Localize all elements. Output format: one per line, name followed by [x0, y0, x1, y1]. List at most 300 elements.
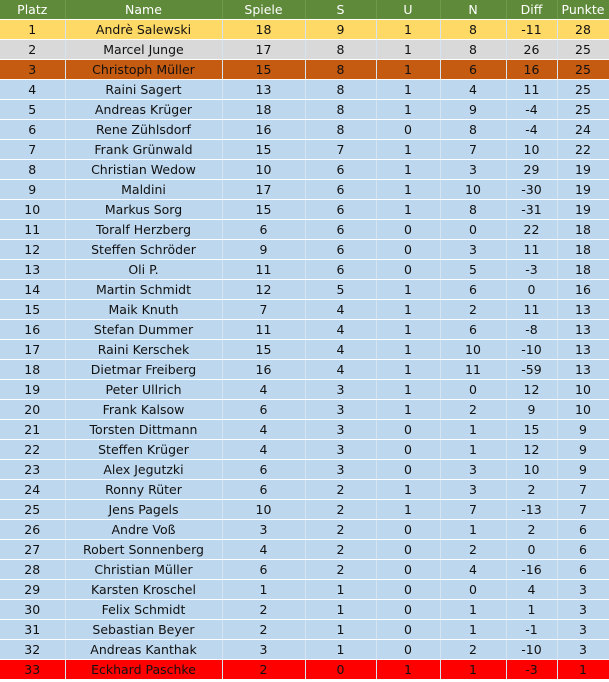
- cell-spiele: 2: [222, 660, 305, 680]
- cell-diff: 16: [506, 60, 557, 80]
- cell-platz: 31: [0, 620, 65, 640]
- cell-n: 0: [440, 220, 506, 240]
- cell-u: 0: [376, 620, 440, 640]
- header-platz: Platz: [0, 0, 65, 20]
- cell-diff: 29: [506, 160, 557, 180]
- cell-n: 6: [440, 280, 506, 300]
- cell-spiele: 11: [222, 320, 305, 340]
- cell-platz: 2: [0, 40, 65, 60]
- cell-n: 5: [440, 260, 506, 280]
- cell-punkte: 28: [557, 20, 609, 40]
- cell-u: 1: [376, 140, 440, 160]
- header-punkte: Punkte: [557, 0, 609, 20]
- header-diff: Diff: [506, 0, 557, 20]
- cell-spiele: 18: [222, 100, 305, 120]
- cell-diff: 1: [506, 600, 557, 620]
- cell-punkte: 7: [557, 500, 609, 520]
- cell-punkte: 25: [557, 40, 609, 60]
- cell-n: 2: [440, 400, 506, 420]
- cell-punkte: 1: [557, 660, 609, 680]
- cell-s: 2: [305, 500, 376, 520]
- cell-punkte: 19: [557, 200, 609, 220]
- cell-platz: 15: [0, 300, 65, 320]
- cell-n: 1: [440, 520, 506, 540]
- cell-n: 1: [440, 440, 506, 460]
- cell-spiele: 4: [222, 420, 305, 440]
- cell-punkte: 18: [557, 220, 609, 240]
- cell-platz: 17: [0, 340, 65, 360]
- cell-spiele: 18: [222, 20, 305, 40]
- cell-u: 1: [376, 320, 440, 340]
- cell-platz: 20: [0, 400, 65, 420]
- cell-platz: 1: [0, 20, 65, 40]
- cell-spiele: 1: [222, 580, 305, 600]
- cell-n: 3: [440, 480, 506, 500]
- cell-punkte: 6: [557, 540, 609, 560]
- cell-u: 1: [376, 60, 440, 80]
- cell-s: 6: [305, 220, 376, 240]
- table-row: [0, 320, 609, 340]
- cell-diff: 0: [506, 540, 557, 560]
- table-row: [0, 420, 609, 440]
- cell-platz: 11: [0, 220, 65, 240]
- table-row: [0, 340, 609, 360]
- cell-u: 1: [376, 80, 440, 100]
- cell-spiele: 6: [222, 560, 305, 580]
- cell-punkte: 16: [557, 280, 609, 300]
- cell-diff: 12: [506, 380, 557, 400]
- table-row: [0, 660, 609, 680]
- cell-name: Andreas Kanthak: [65, 640, 222, 660]
- cell-n: 3: [440, 240, 506, 260]
- cell-spiele: 2: [222, 600, 305, 620]
- cell-s: 7: [305, 140, 376, 160]
- cell-n: 8: [440, 40, 506, 60]
- cell-platz: 19: [0, 380, 65, 400]
- cell-n: 0: [440, 580, 506, 600]
- cell-n: 1: [440, 600, 506, 620]
- cell-name: Sebastian Beyer: [65, 620, 222, 640]
- cell-s: 3: [305, 420, 376, 440]
- cell-u: 1: [376, 20, 440, 40]
- cell-name: Christoph Müller: [65, 60, 222, 80]
- cell-s: 3: [305, 460, 376, 480]
- cell-platz: 29: [0, 580, 65, 600]
- cell-n: 8: [440, 200, 506, 220]
- cell-s: 2: [305, 520, 376, 540]
- cell-s: 2: [305, 540, 376, 560]
- cell-s: 8: [305, 100, 376, 120]
- cell-name: Markus Sorg: [65, 200, 222, 220]
- cell-diff: 12: [506, 440, 557, 460]
- table-row: [0, 180, 609, 200]
- cell-name: Alex Jegutzki: [65, 460, 222, 480]
- table-body: [0, 20, 609, 680]
- cell-name: Raini Kerschek: [65, 340, 222, 360]
- cell-diff: 11: [506, 80, 557, 100]
- cell-platz: 10: [0, 200, 65, 220]
- cell-s: 9: [305, 20, 376, 40]
- cell-punkte: 18: [557, 240, 609, 260]
- cell-platz: 28: [0, 560, 65, 580]
- cell-platz: 22: [0, 440, 65, 460]
- cell-diff: -10: [506, 340, 557, 360]
- cell-platz: 32: [0, 640, 65, 660]
- cell-s: 8: [305, 120, 376, 140]
- cell-platz: 5: [0, 100, 65, 120]
- cell-diff: -30: [506, 180, 557, 200]
- cell-name: Frank Grünwald: [65, 140, 222, 160]
- table-row: [0, 360, 609, 380]
- cell-diff: 15: [506, 420, 557, 440]
- cell-n: 10: [440, 180, 506, 200]
- cell-diff: 26: [506, 40, 557, 60]
- cell-spiele: 6: [222, 220, 305, 240]
- cell-diff: 9: [506, 400, 557, 420]
- cell-s: 3: [305, 400, 376, 420]
- cell-s: 6: [305, 240, 376, 260]
- table-row: [0, 640, 609, 660]
- cell-punkte: 9: [557, 440, 609, 460]
- cell-name: Maik Knuth: [65, 300, 222, 320]
- cell-punkte: 7: [557, 480, 609, 500]
- cell-platz: 9: [0, 180, 65, 200]
- cell-platz: 3: [0, 60, 65, 80]
- table-row: [0, 620, 609, 640]
- cell-punkte: 19: [557, 180, 609, 200]
- cell-name: Frank Kalsow: [65, 400, 222, 420]
- cell-diff: 2: [506, 520, 557, 540]
- cell-spiele: 6: [222, 460, 305, 480]
- cell-diff: 10: [506, 460, 557, 480]
- cell-platz: 14: [0, 280, 65, 300]
- cell-platz: 12: [0, 240, 65, 260]
- cell-spiele: 15: [222, 60, 305, 80]
- cell-name: Robert Sonnenberg: [65, 540, 222, 560]
- cell-name: Steffen Schröder: [65, 240, 222, 260]
- cell-spiele: 12: [222, 280, 305, 300]
- cell-n: 10: [440, 340, 506, 360]
- cell-u: 1: [376, 660, 440, 680]
- cell-n: 4: [440, 560, 506, 580]
- cell-u: 0: [376, 260, 440, 280]
- table-row: [0, 480, 609, 500]
- cell-u: 0: [376, 220, 440, 240]
- table-header: [0, 0, 609, 20]
- cell-u: 1: [376, 160, 440, 180]
- cell-u: 1: [376, 300, 440, 320]
- table-row: [0, 300, 609, 320]
- cell-punkte: 25: [557, 60, 609, 80]
- cell-diff: 11: [506, 300, 557, 320]
- cell-u: 1: [376, 340, 440, 360]
- cell-s: 3: [305, 440, 376, 460]
- cell-s: 4: [305, 320, 376, 340]
- cell-u: 0: [376, 640, 440, 660]
- cell-diff: 2: [506, 480, 557, 500]
- cell-diff: -4: [506, 120, 557, 140]
- table-row: [0, 60, 609, 80]
- cell-s: 4: [305, 340, 376, 360]
- cell-u: 1: [376, 380, 440, 400]
- cell-diff: -13: [506, 500, 557, 520]
- cell-n: 0: [440, 380, 506, 400]
- cell-s: 3: [305, 380, 376, 400]
- table-row: [0, 600, 609, 620]
- cell-spiele: 15: [222, 340, 305, 360]
- cell-spiele: 15: [222, 140, 305, 160]
- cell-name: Ronny Rüter: [65, 480, 222, 500]
- cell-punkte: 6: [557, 520, 609, 540]
- cell-n: 3: [440, 160, 506, 180]
- cell-n: 8: [440, 120, 506, 140]
- cell-n: 1: [440, 660, 506, 680]
- cell-diff: -3: [506, 260, 557, 280]
- cell-u: 0: [376, 420, 440, 440]
- cell-spiele: 7: [222, 300, 305, 320]
- cell-punkte: 24: [557, 120, 609, 140]
- cell-n: 2: [440, 300, 506, 320]
- cell-n: 3: [440, 460, 506, 480]
- table-row: [0, 200, 609, 220]
- cell-diff: 22: [506, 220, 557, 240]
- cell-name: Eckhard Paschke: [65, 660, 222, 680]
- cell-name: Andreas Krüger: [65, 100, 222, 120]
- cell-name: Dietmar Freiberg: [65, 360, 222, 380]
- cell-name: Andre Voß: [65, 520, 222, 540]
- cell-name: Steffen Krüger: [65, 440, 222, 460]
- cell-platz: 18: [0, 360, 65, 380]
- table-row: [0, 580, 609, 600]
- table-row: [0, 400, 609, 420]
- cell-name: Raini Sagert: [65, 80, 222, 100]
- cell-spiele: 2: [222, 620, 305, 640]
- cell-punkte: 3: [557, 620, 609, 640]
- cell-name: Peter Ullrich: [65, 380, 222, 400]
- cell-s: 6: [305, 260, 376, 280]
- cell-punkte: 6: [557, 560, 609, 580]
- table-row: [0, 260, 609, 280]
- cell-punkte: 3: [557, 600, 609, 620]
- cell-u: 1: [376, 480, 440, 500]
- cell-n: 2: [440, 640, 506, 660]
- cell-s: 1: [305, 580, 376, 600]
- cell-platz: 33: [0, 660, 65, 680]
- cell-n: 1: [440, 420, 506, 440]
- header-u: U: [376, 0, 440, 20]
- cell-u: 0: [376, 580, 440, 600]
- table-row: [0, 80, 609, 100]
- cell-u: 0: [376, 600, 440, 620]
- cell-punkte: 22: [557, 140, 609, 160]
- cell-u: 1: [376, 400, 440, 420]
- cell-spiele: 9: [222, 240, 305, 260]
- table-row: [0, 520, 609, 540]
- cell-u: 1: [376, 200, 440, 220]
- header-row: [0, 0, 609, 20]
- cell-name: Oli P.: [65, 260, 222, 280]
- cell-diff: -59: [506, 360, 557, 380]
- cell-platz: 6: [0, 120, 65, 140]
- table-row: [0, 140, 609, 160]
- cell-s: 0: [305, 660, 376, 680]
- cell-name: Maldini: [65, 180, 222, 200]
- cell-s: 6: [305, 160, 376, 180]
- cell-punkte: 19: [557, 160, 609, 180]
- cell-platz: 8: [0, 160, 65, 180]
- cell-diff: 10: [506, 140, 557, 160]
- cell-u: 1: [376, 360, 440, 380]
- cell-u: 1: [376, 500, 440, 520]
- cell-spiele: 16: [222, 360, 305, 380]
- cell-name: Andrè Salewski: [65, 20, 222, 40]
- cell-spiele: 15: [222, 200, 305, 220]
- cell-spiele: 4: [222, 380, 305, 400]
- cell-s: 6: [305, 180, 376, 200]
- cell-u: 1: [376, 280, 440, 300]
- cell-s: 2: [305, 560, 376, 580]
- cell-spiele: 3: [222, 520, 305, 540]
- cell-platz: 13: [0, 260, 65, 280]
- table-row: [0, 500, 609, 520]
- header-name: Name: [65, 0, 222, 20]
- cell-spiele: 16: [222, 120, 305, 140]
- cell-s: 2: [305, 480, 376, 500]
- table-row: [0, 440, 609, 460]
- cell-n: 9: [440, 100, 506, 120]
- cell-platz: 26: [0, 520, 65, 540]
- cell-s: 1: [305, 640, 376, 660]
- cell-name: Martin Schmidt: [65, 280, 222, 300]
- cell-spiele: 10: [222, 160, 305, 180]
- cell-platz: 27: [0, 540, 65, 560]
- cell-u: 0: [376, 460, 440, 480]
- cell-platz: 24: [0, 480, 65, 500]
- cell-u: 1: [376, 100, 440, 120]
- cell-u: 0: [376, 120, 440, 140]
- cell-s: 4: [305, 360, 376, 380]
- cell-s: 8: [305, 80, 376, 100]
- cell-platz: 23: [0, 460, 65, 480]
- cell-punkte: 25: [557, 80, 609, 100]
- cell-punkte: 9: [557, 460, 609, 480]
- cell-u: 0: [376, 440, 440, 460]
- cell-platz: 7: [0, 140, 65, 160]
- cell-n: 11: [440, 360, 506, 380]
- cell-platz: 4: [0, 80, 65, 100]
- table-row: [0, 20, 609, 40]
- cell-n: 7: [440, 500, 506, 520]
- table-row: [0, 240, 609, 260]
- table-row: [0, 160, 609, 180]
- cell-diff: -1: [506, 620, 557, 640]
- cell-spiele: 4: [222, 440, 305, 460]
- table-row: [0, 460, 609, 480]
- cell-punkte: 3: [557, 640, 609, 660]
- cell-name: Torsten Dittmann: [65, 420, 222, 440]
- table-row: [0, 540, 609, 560]
- cell-u: 0: [376, 520, 440, 540]
- table-row: [0, 120, 609, 140]
- cell-name: Jens Pagels: [65, 500, 222, 520]
- cell-spiele: 17: [222, 40, 305, 60]
- cell-platz: 30: [0, 600, 65, 620]
- cell-n: 6: [440, 320, 506, 340]
- cell-diff: 0: [506, 280, 557, 300]
- cell-punkte: 9: [557, 420, 609, 440]
- cell-punkte: 25: [557, 100, 609, 120]
- cell-s: 8: [305, 60, 376, 80]
- header-n: N: [440, 0, 506, 20]
- cell-n: 1: [440, 620, 506, 640]
- cell-spiele: 4: [222, 540, 305, 560]
- cell-name: Christian Wedow: [65, 160, 222, 180]
- cell-n: 7: [440, 140, 506, 160]
- cell-s: 6: [305, 200, 376, 220]
- cell-name: Karsten Kroschel: [65, 580, 222, 600]
- cell-punkte: 13: [557, 320, 609, 340]
- cell-diff: -11: [506, 20, 557, 40]
- cell-s: 8: [305, 40, 376, 60]
- cell-spiele: 6: [222, 400, 305, 420]
- header-spiele: Spiele: [222, 0, 305, 20]
- table-row: [0, 220, 609, 240]
- cell-punkte: 13: [557, 360, 609, 380]
- cell-diff: -8: [506, 320, 557, 340]
- cell-spiele: 13: [222, 80, 305, 100]
- header-s: S: [305, 0, 376, 20]
- cell-punkte: 3: [557, 580, 609, 600]
- cell-diff: 4: [506, 580, 557, 600]
- table-row: [0, 280, 609, 300]
- cell-spiele: 3: [222, 640, 305, 660]
- cell-diff: -4: [506, 100, 557, 120]
- cell-u: 1: [376, 40, 440, 60]
- cell-u: 0: [376, 240, 440, 260]
- table-row: [0, 100, 609, 120]
- cell-u: 0: [376, 540, 440, 560]
- cell-name: Toralf Herzberg: [65, 220, 222, 240]
- cell-name: Marcel Junge: [65, 40, 222, 60]
- cell-n: 2: [440, 540, 506, 560]
- cell-spiele: 17: [222, 180, 305, 200]
- cell-name: Christian Müller: [65, 560, 222, 580]
- cell-n: 8: [440, 20, 506, 40]
- cell-punkte: 13: [557, 340, 609, 360]
- cell-platz: 21: [0, 420, 65, 440]
- cell-punkte: 10: [557, 400, 609, 420]
- cell-s: 1: [305, 600, 376, 620]
- table-row: [0, 560, 609, 580]
- cell-u: 0: [376, 560, 440, 580]
- cell-punkte: 10: [557, 380, 609, 400]
- cell-s: 5: [305, 280, 376, 300]
- cell-spiele: 10: [222, 500, 305, 520]
- cell-n: 6: [440, 60, 506, 80]
- cell-u: 1: [376, 180, 440, 200]
- cell-diff: -16: [506, 560, 557, 580]
- cell-n: 4: [440, 80, 506, 100]
- cell-punkte: 18: [557, 260, 609, 280]
- cell-s: 4: [305, 300, 376, 320]
- cell-name: Stefan Dummer: [65, 320, 222, 340]
- cell-s: 1: [305, 620, 376, 640]
- cell-spiele: 11: [222, 260, 305, 280]
- cell-name: Felix Schmidt: [65, 600, 222, 620]
- table-row: [0, 380, 609, 400]
- cell-diff: -3: [506, 660, 557, 680]
- cell-spiele: 6: [222, 480, 305, 500]
